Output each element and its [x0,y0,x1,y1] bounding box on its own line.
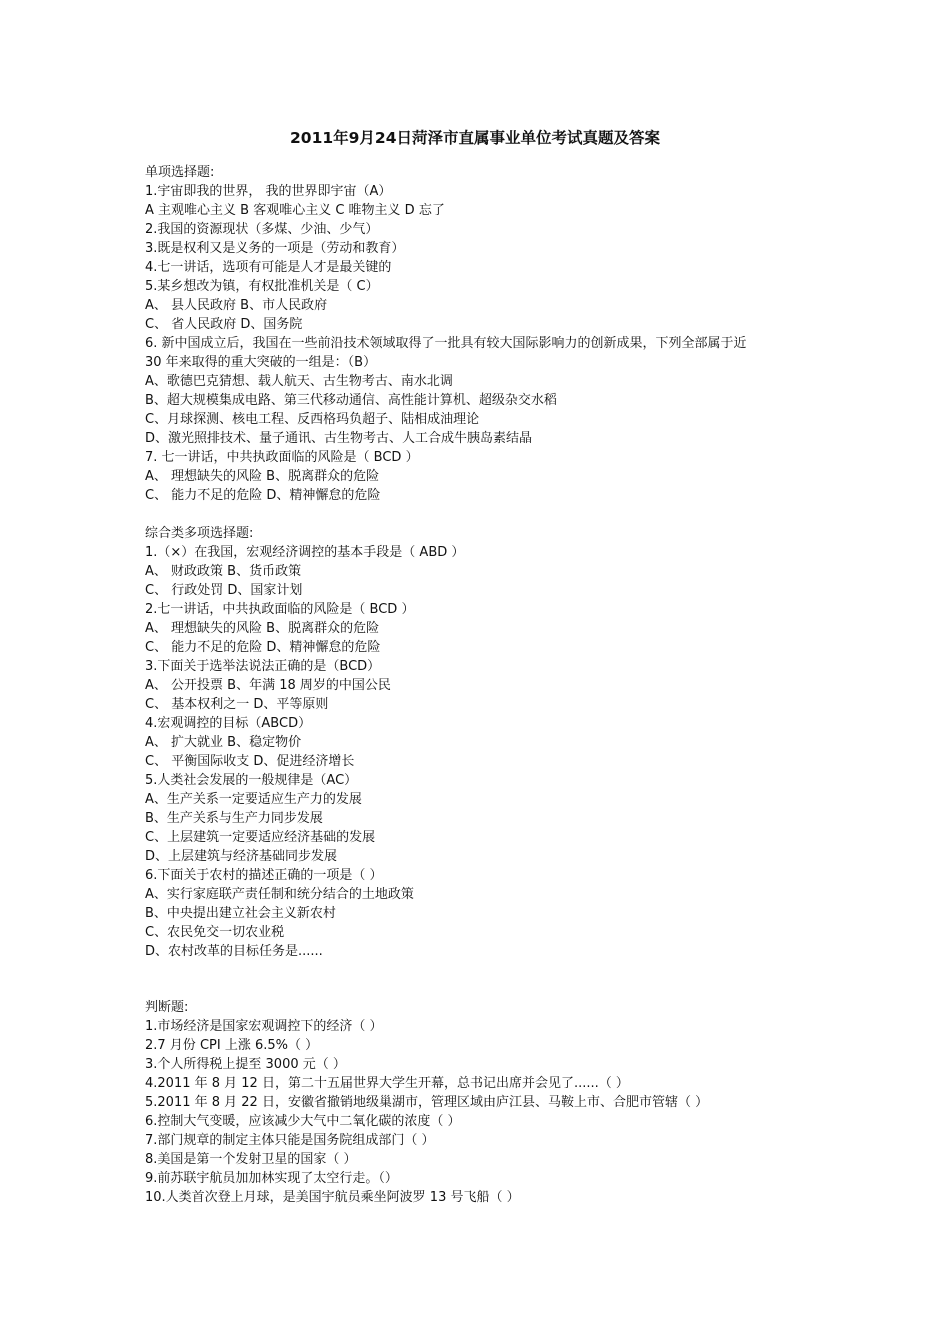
single-choice-line: 4.七一讲话，选项有可能是人才是最关键的 [145,260,392,275]
single-choice-line: 30 年来取得的重大突破的一组是：（B） [145,355,377,370]
section-heading-judgment: 判断题: [145,1000,189,1015]
section-heading-multi-choice: 综合类多项选择题: [145,526,254,541]
multi-choice-line: 5.人类社会发展的一般规律是（AC） [145,773,358,788]
single-choice-line: 3.既是权利又是义务的一项是（劳动和教育） [145,241,405,256]
multi-choice-line: A、 理想缺失的风险 B、脱离群众的危险 [145,621,380,636]
multi-choice-line: 1.（×）在我国，宏观经济调控的基本手段是（ ABD ） [145,545,465,560]
multi-choice-line: A、 扩大就业 B、稳定物价 [145,735,302,750]
judgment-line: 9.前苏联宇航员加加林实现了太空行走。（） [145,1171,398,1186]
single-choice-line: 7. 七一讲话，中共执政面临的风险是（ BCD ） [145,450,419,465]
multi-choice-line: 2.七一讲话，中共执政面临的风险是（ BCD ） [145,602,415,617]
single-choice-line: C、 能力不足的危险 D、精神懈怠的危险 [145,488,381,503]
judgment-line: 10.人类首次登上月球，是美国宇航员乘坐阿波罗 13 号飞船（ ） [145,1190,520,1205]
section-heading-single-choice: 单项选择题: [145,165,215,180]
multi-choice-line: 3.下面关于选举法说法正确的是（BCD） [145,659,381,674]
single-choice-line: A、歌德巴克猜想、载人航天、古生物考古、南水北调 [145,374,453,389]
multi-choice-line: A、 公开投票 B、年满 18 周岁的中国公民 [145,678,391,693]
single-choice-line: C、 省人民政府 D、国务院 [145,317,303,332]
judgment-line: 7.部门规章的制定主体只能是国务院组成部门（ ） [145,1133,435,1148]
multi-choice-line: A、 财政政策 B、货币政策 [145,564,302,579]
single-choice-line: A、 理想缺失的风险 B、脱离群众的危险 [145,469,380,484]
single-choice-line: 5.某乡想改为镇，有权批准机关是（ C） [145,279,379,294]
multi-choice-line: A、生产关系一定要适应生产力的发展 [145,792,362,807]
multi-choice-line: D、农村改革的目标任务是...... [145,944,323,959]
single-choice-line: A 主观唯心主义 B 客观唯心主义 C 唯物主义 D 忘了 [145,203,445,218]
single-choice-line: A、 县人民政府 B、市人民政府 [145,298,328,313]
document-title: 2011年9月24日菏泽市直属事业单位考试真题及答案 [290,129,660,147]
single-choice-line: 2.我国的资源现状（多煤、少油、少气） [145,222,379,237]
multi-choice-line: 6.下面关于农村的描述正确的一项是（ ） [145,868,383,883]
single-choice-line: C、月球探测、核电工程、反西格玛负超子、陆相成油理论 [145,412,480,427]
single-choice-line: D、激光照排技术、量子通讯、古生物考古、人工合成牛胰岛素结晶 [145,431,533,446]
judgment-line: 2.7 月份 CPI 上涨 6.5%（ ） [145,1038,319,1053]
judgment-section [145,1017,835,1207]
multi-choice-line: C、农民免交一切农业税 [145,925,285,940]
multi-choice-line: 4.宏观调控的目标（ABCD） [145,716,312,731]
multi-choice-line: C、上层建筑一定要适应经济基础的发展 [145,830,376,845]
judgment-line: 3.个人所得税上提至 3000 元（ ） [145,1057,346,1072]
single-choice-section [145,182,835,505]
judgment-line: 5.2011 年 8 月 22 日，安徽省撤销地级巢湖市，管理区域由庐江县、马鞍上市、合肥市管辖（ ） [145,1095,709,1110]
judgment-line: 4.2011 年 8 月 12 日，第二十五届世界大学生开幕，总书记出席并会见了......（ ） [145,1076,629,1091]
multi-choice-section [145,543,835,961]
judgment-line: 8.美国是第一个发射卫星的国家（ ） [145,1152,357,1167]
single-choice-line: 6. 新中国成立后，我国在一些前沿技术领域取得了一批具有较大国际影响力的创新成果，下列全部属于近 [145,336,747,351]
multi-choice-line: D、上层建筑与经济基础同步发展 [145,849,338,864]
multi-choice-line: B、中央提出建立社会主义新农村 [145,906,336,921]
section-gap [145,961,835,998]
multi-choice-line: A、实行家庭联产责任制和统分结合的土地政策 [145,887,414,902]
multi-choice-line: C、 行政处罚 D、国家计划 [145,583,303,598]
judgment-line: 6.控制大气变暖，应该减少大气中二氧化碳的浓度（ ） [145,1114,461,1129]
single-choice-line: B、超大规模集成电路、第三代移动通信、高性能计算机、超级杂交水稻 [145,393,557,408]
single-choice-line: 1.宇宙即我的世界， 我的世界即宇宙（A） [145,184,392,199]
multi-choice-line: B、生产关系与生产力同步发展 [145,811,323,826]
judgment-line: 1.市场经济是国家宏观调控下的经济（ ） [145,1019,383,1034]
section-gap [145,505,835,524]
multi-choice-line: C、 能力不足的危险 D、精神懈怠的危险 [145,640,381,655]
multi-choice-line: C、 基本权利之一 D、平等原则 [145,697,329,712]
multi-choice-line: C、 平衡国际收支 D、促进经济增长 [145,754,355,769]
document-body [145,163,835,1207]
